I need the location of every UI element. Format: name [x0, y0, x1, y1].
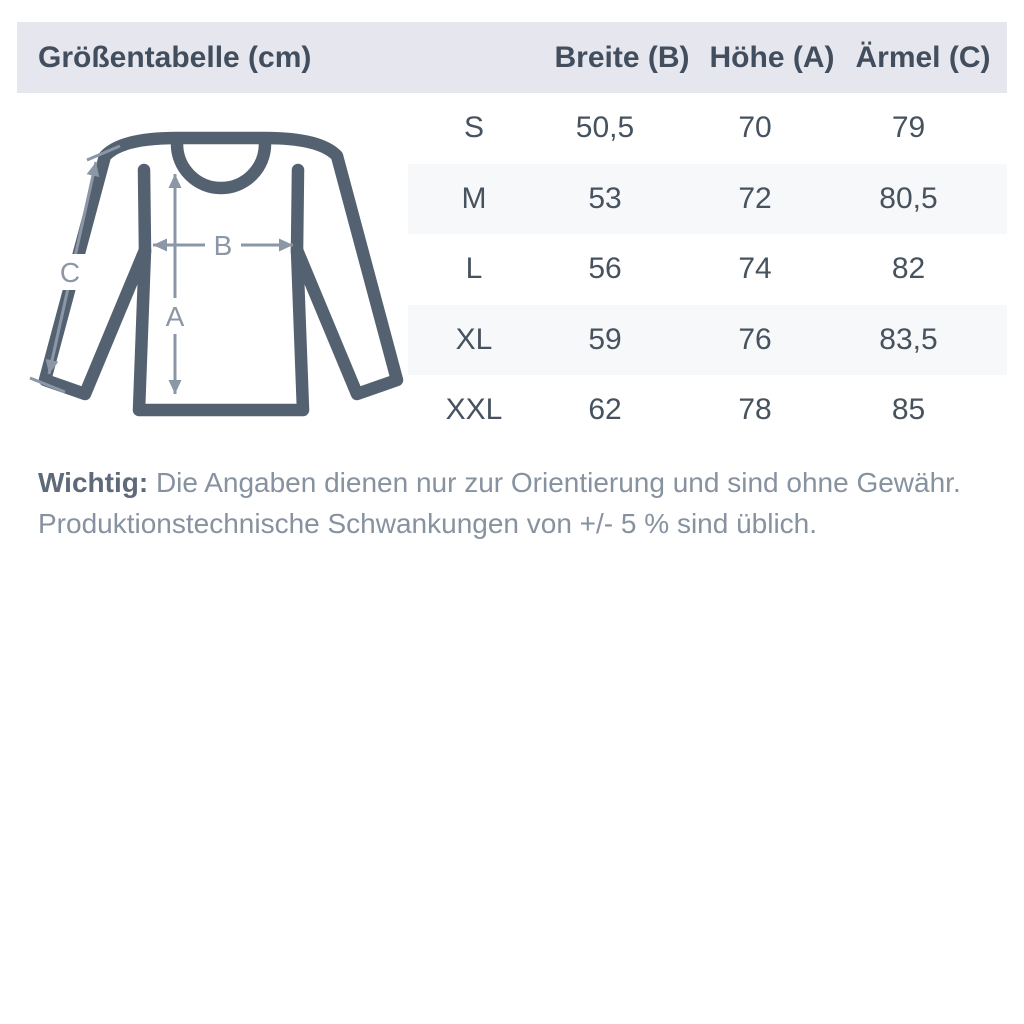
label-a: A: [165, 301, 185, 332]
note-lead: Wichtig:: [38, 467, 149, 498]
hoehe-value: 72: [738, 181, 772, 215]
column-header-breite: Breite (B): [554, 41, 690, 74]
disclaimer-note: [38, 462, 990, 544]
note-line2: Produktionstechnische Schwankungen von +/- 5 % sind üblich.: [38, 508, 818, 539]
table-row-s: [408, 93, 1007, 164]
hoehe-value: 74: [738, 252, 772, 286]
table-row-m: [408, 164, 1007, 235]
longsleeve-shirt-icon: [25, 128, 410, 428]
size-label: M: [461, 181, 487, 215]
size-table: [408, 93, 1007, 446]
size-label: S: [463, 111, 484, 145]
table-row-l: [408, 234, 1007, 305]
table-header-bar: [17, 22, 1007, 93]
size-label: XXL: [445, 393, 503, 427]
breite-value: 56: [588, 252, 622, 286]
breite-value: 50,5: [575, 111, 635, 145]
label-b: B: [213, 230, 233, 261]
label-c: C: [59, 257, 81, 288]
aermel-value: 85: [891, 393, 926, 427]
size-label: XL: [455, 322, 493, 356]
aermel-value: 79: [891, 111, 926, 145]
hoehe-value: 70: [738, 111, 772, 145]
hoehe-value: 78: [738, 393, 772, 427]
aermel-value: 82: [891, 252, 926, 286]
garment-measure-diagram: [25, 128, 410, 428]
breite-value: 62: [588, 393, 622, 427]
hoehe-value: 76: [738, 322, 772, 356]
breite-value: 59: [588, 322, 622, 356]
breite-value: 53: [588, 181, 622, 215]
table-row-xxl: [408, 375, 1007, 446]
size-label: L: [465, 252, 483, 286]
aermel-value: 80,5: [879, 181, 938, 215]
page-title: Größentabelle (cm): [38, 41, 312, 74]
column-header-hoehe: Höhe (A): [709, 41, 835, 74]
table-row-xl: [408, 305, 1007, 376]
column-header-aermel: Ärmel (C): [855, 41, 991, 74]
note-line1: Die Angaben dienen nur zur Orientierung und sind ohne Gewähr.: [148, 467, 961, 498]
aermel-value: 83,5: [879, 322, 938, 356]
